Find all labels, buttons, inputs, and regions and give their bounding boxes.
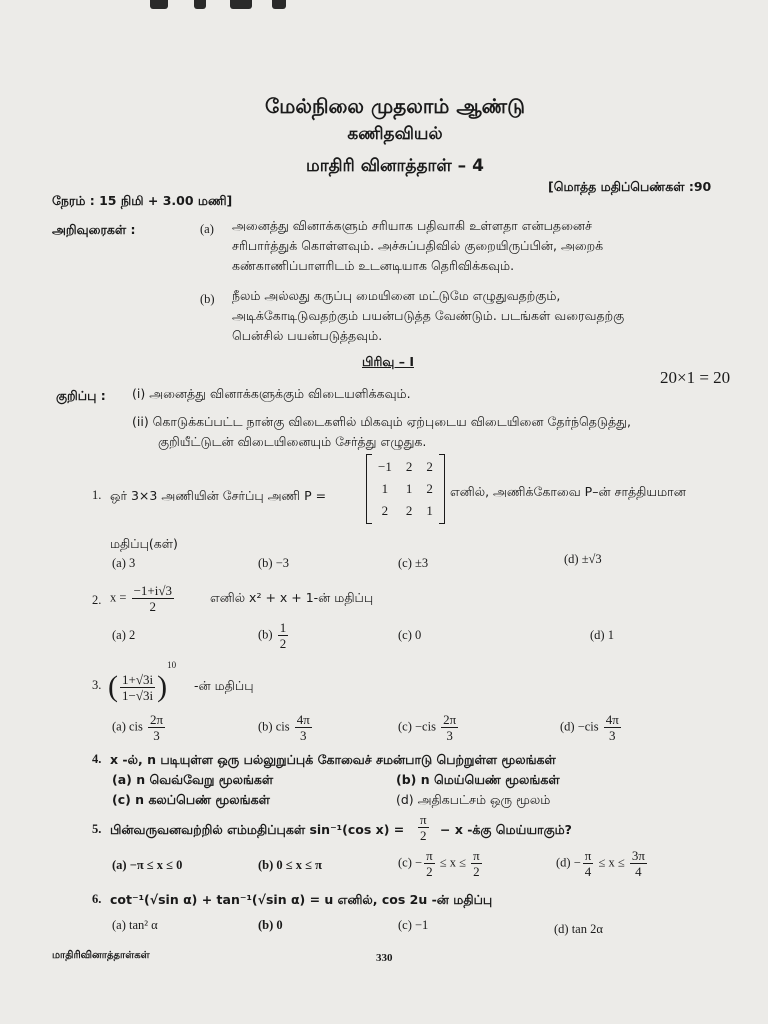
q3-option-c-tag: (c) −cis [398,719,436,734]
q1-text-b: எனில், அணிக்கோவை P–ன் சாத்தியமான [450,484,686,499]
q5-option-d-tag: (d) − [556,855,581,870]
instruction-a-line2: சரிபார்த்துக் கொள்ளவும். அச்சுப்பதிவில் குறையிருப்பின், அறைக் [232,238,604,253]
q1-option-d: (d) ±√3 [564,552,602,566]
q5-option-c-rel: ≤ x ≤ [439,855,466,870]
q2-option-b [258,620,290,651]
top-edge-print [150,0,300,12]
q5-option-c-tag: (c) − [398,855,423,870]
q3-option-d-tag: (d) −cis [560,719,599,734]
q5-d-numerator-2: 3π [631,848,645,863]
matrix-cell: 1 [426,503,433,518]
q5-option-b: (b) 0 ≤ x ≤ π [258,858,322,872]
q2-lhs: x = [110,590,127,605]
q3-numerator: 1+√3i [122,671,154,687]
q2-option-b-tag: (b) [258,627,273,642]
q6-text: cot⁻¹(√sin α) + tan⁻¹(√sin α) = u எனில், cos 2u -ன் மதிப்பு [110,892,493,907]
instruction-b-line2: அடிக்கோடிடுவதற்கும் பயன்படுத்த வேண்டும். படங்கள் வரைவதற்கு [232,308,625,323]
q3-expression: ( $\frac{1+√3i}{1-√3i}$ )$^{10}$ [108,660,177,704]
q3-b-denominator: 3 [300,728,307,743]
q4-option-d: (d) அதிகபட்சம் ஒரு மூலம் [396,792,551,807]
q5-c-denominator-1: 2 [426,864,433,879]
matrix-cell: 2 [405,459,413,474]
q3-a-numerator: 2π [150,712,164,727]
footer-label: மாதிரிவினாத்தாள்கள் [52,950,150,961]
q5-c-numerator-1: π [426,848,433,863]
note-i: (i) அனைத்து வினாக்களுக்கும் விடையளிக்கவும். [132,386,411,401]
q5-d-denominator-2: 4 [635,864,642,879]
time-duration: நேரம் : 15 நிமி + 3.00 மணி] [52,193,233,208]
q1-number: 1. [92,488,102,502]
q3-option-a [112,712,167,743]
q3-c-denominator: 3 [446,728,453,743]
q6-option-d: (d) tan 2α [554,922,603,936]
matrix-cell: −1 [378,459,392,474]
q3-a-denominator: 3 [153,728,160,743]
note-ii-line2: குறியீட்டுடன் விடையினையும் சேர்த்து எழுதுக. [158,434,427,449]
q1-option-a: (a) 3 [112,556,136,570]
instruction-b-line3: பென்சில் பயன்படுத்தவும். [232,328,383,343]
total-marks: [மொத்த மதிப்பெண்கள் :90 [548,179,712,194]
q1-text-a: ஒர் 3×3 அணியின் சேர்ப்பு அணி P = [110,488,327,503]
q4-option-c: (c) n கலப்பெண் மூலங்கள் [112,792,270,807]
q2-number: 2. [92,593,102,607]
instruction-a-line1: அனைத்து வினாக்களும் சரியாக பதிவாகி உள்ளதா என்பதனைச் [232,218,592,233]
q1-matrix [366,454,445,524]
q3-denominator: 1−√3i [122,687,154,703]
q1-option-b: (b) −3 [258,556,289,570]
q5-option-c [398,848,484,879]
q2-option-a: (a) 2 [112,628,136,642]
paper-title: மாதிரி வினாத்தாள் – 4 [306,156,484,176]
q2-equation [110,583,176,614]
q1-option-c: (c) ±3 [398,556,429,570]
q3-b-numerator: 4π [296,712,310,727]
q5-frac-denominator: 2 [420,828,427,843]
q6-option-a: (a) tan² α [112,918,158,932]
instruction-a-line3: கண்காணிப்பாளரிடம் உடனடியாக தெரிவிக்கவும். [232,258,515,273]
section-title: பிரிவு – I [362,354,414,369]
instruction-a-tag: (a) [200,222,214,236]
q3-c-numerator: 2π [443,712,457,727]
matrix-cell: 2 [405,503,413,518]
course-title: மேல்நிலை முதலாம் ஆண்டு [265,94,525,118]
q5-d-numerator-1: π [584,848,592,863]
q3-d-numerator: 4π [605,712,619,727]
q4-option-a: (a) n வெவ்வேறு மூலங்கள் [112,772,274,787]
q3-option-d [560,712,623,743]
q5-option-a: (a) −π ≤ x ≤ 0 [112,858,183,872]
q3-power: 10 [167,660,177,670]
q4-option-b: (b) n மெய்யெண் மூலங்கள் [396,772,560,787]
q6-option-b: (b) 0 [258,918,283,932]
q2-denominator: 2 [149,599,157,614]
q2-option-b-denominator: 2 [279,636,287,651]
q3-text: -ன் மதிப்பு [194,678,254,693]
matrix-cell: 2 [426,481,433,496]
q3-number: 3. [92,678,102,692]
matrix-cell: 1 [381,481,389,496]
q5-c-numerator-2: π [473,848,480,863]
q3-d-denominator: 3 [609,728,616,743]
q2-text: எனில் x² + x + 1-ன் மதிப்பு [210,590,374,605]
q3-option-a-tag: (a) cis [112,719,143,734]
page-number: 330 [376,952,393,964]
section-marks: 20×1 = 20 [660,368,731,387]
q4-number: 4. [92,752,102,766]
q6-number: 6. [92,892,102,906]
q4-text: x -ல், n படியுள்ள ஒரு பல்லுறுப்புக் கோவைச் சமன்பாடு பெற்றுள்ள மூலங்கள் [110,752,556,767]
q6-option-c: (c) −1 [398,918,429,932]
q5-text-a: பின்வருவனவற்றில் எம்மதிப்புகள் sin⁻¹(cos x) = [110,822,405,837]
q5-fraction [416,812,431,843]
q5-text-b: − x -க்கு மெய்யாகும்? [440,822,572,837]
matrix-cell: 2 [381,503,389,518]
q3-option-b-tag: (b) cis [258,719,290,734]
instruction-b-tag: (b) [200,292,215,306]
q2-numerator: −1+i√3 [133,583,172,598]
q5-option-d-rel: ≤ x ≤ [598,855,625,870]
q1-text-c: மதிப்பு(கள்) [110,536,178,551]
note-ii-line1: (ii) கொடுக்கப்பட்ட நான்கு விடைகளில் மிகவும் ஏற்புடைய விடையினை தேர்ந்தெடுத்து, [132,414,631,429]
q3-option-c [398,712,460,743]
q5-option-d [556,848,649,879]
q5-d-denominator-1: 4 [584,864,592,879]
matrix-cell: 1 [405,481,413,496]
q5-c-denominator-2: 2 [473,864,480,879]
matrix-cell: 2 [426,459,433,474]
q5-number: 5. [92,822,102,836]
q2-option-b-numerator: 1 [279,620,287,635]
q3-option-b [258,712,314,743]
q2-option-d: (d) 1 [590,628,614,642]
subject-title: கணிதவியல் [347,124,443,144]
q2-option-c: (c) 0 [398,628,422,642]
instructions-label: அறிவுரைகள் : [52,222,136,237]
q5-frac-numerator: π [420,812,427,827]
instruction-b-line1: நீலம் அல்லது கருப்பு மையினை மட்டுமே எழுதுவதற்கும், [232,288,561,303]
note-label: குறிப்பு : [56,388,106,403]
